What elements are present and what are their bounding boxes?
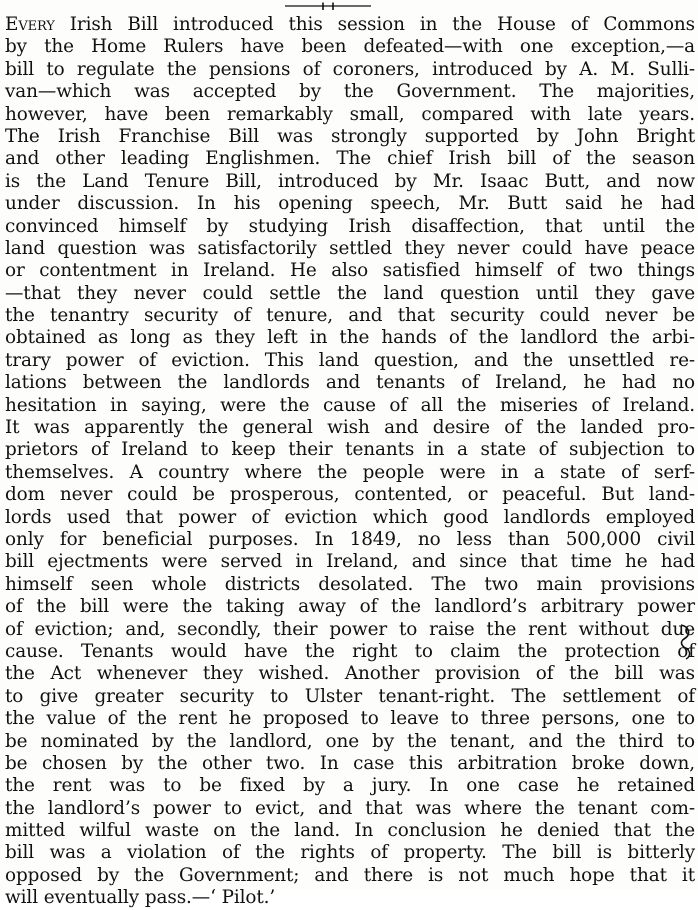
article-line: of eviction; and, secondly, their power to raise the rent without due (5, 618, 695, 640)
article-lead-word: Every (5, 14, 55, 35)
article-line: to give greater security to Ulster tenant-right. The settlement of (5, 685, 695, 707)
article-line: themselves. A country where the people were in a state of serf- (5, 461, 695, 483)
article-line-text: Irish Bill introduced this session in the House of Commons (54, 14, 695, 35)
article-line: bill to regulate the pensions of coroners, introduced by A. M. Sulli- (5, 58, 695, 80)
article-line: land question was satisfactorily settled they never could have peace (5, 237, 695, 259)
article-line: It was apparently the general wish and desire of the landed pro- (5, 417, 695, 439)
article-line: bill ejectments were served in Ireland, and since that time he had (5, 551, 695, 573)
article-line: of the bill were the taking away of the landlord’s arbitrary power (5, 596, 695, 618)
article-line (5, 14, 695, 36)
article-line: obtained as long as they left in the hands of the landlord the arbi- (5, 327, 695, 349)
article-body (5, 14, 695, 910)
article-line: —that they never could settle the land question until they gave (5, 282, 695, 304)
article-line: the tenantry security of tenure, and that security could never be (5, 305, 695, 327)
article-line: The Irish Franchise Bill was strongly supported by John Bright (5, 125, 695, 147)
article-line: or contentment in Ireland. He also satisfied himself of two things (5, 260, 695, 282)
article-line: however, have been remarkably small, compared with late years. (5, 103, 695, 125)
article-line: bill was a violation of the rights of property. The bill is bitterly (5, 842, 695, 864)
article-line: by the Home Rulers have been defeated—with one exception,—a (5, 36, 695, 58)
article-line: lords used that power of eviction which good landlords employed (5, 506, 695, 528)
article-line: the Act whenever they wished. Another provision of the bill was (5, 663, 695, 685)
article-line: is the Land Tenure Bill, introduced by Mr. Isaac Butt, and now (5, 170, 695, 192)
article-line: van—which was accepted by the Government. The majorities, (5, 81, 695, 103)
article-line: lations between the landlords and tenants of Ireland, he had no (5, 372, 695, 394)
section-separator-icon (283, 2, 373, 12)
article-line: himself seen whole districts desolated. The two main provisions (5, 573, 695, 595)
article-line: trary power of eviction. This land question, and the unsettled re- (5, 349, 695, 371)
article-line: under discussion. In his opening speech, Mr. Butt said he had (5, 193, 695, 215)
article-line: the rent was to be fixed by a jury. In one case he retained (5, 775, 695, 797)
article-line: cause. Tenants would have the right to claim the protection of (5, 640, 695, 662)
article-line: the landlord’s power to evict, and that was where the tenant com- (5, 797, 695, 819)
article-line: be nominated by the landlord, one by the tenant, and the third to (5, 730, 695, 752)
article-line: will eventually pass.—‘ Pilot.’ (5, 887, 276, 909)
article-line: opposed by the Government; and there is not much hope that it (5, 864, 695, 886)
article-line: mitted wilful waste on the land. In conclusion he denied that the (5, 820, 695, 842)
article-line: and other leading Englishmen. The chief Irish bill of the season (5, 148, 695, 170)
article-line: prietors of Ireland to keep their tenants in a state of subjection to (5, 439, 695, 461)
article-line: dom never could be prosperous, contented, or peaceful. But land- (5, 484, 695, 506)
article-line: the value of the rent he proposed to leave to three persons, one to (5, 708, 695, 730)
article-line: convinced himself by studying Irish disaffection, that until the (5, 215, 695, 237)
article-line: be chosen by the other two. In case this arbitration broke down, (5, 752, 695, 774)
margin-correction-icon (678, 621, 694, 665)
article-line: hesitation in saying, were the cause of all the miseries of Ireland. (5, 394, 695, 416)
article-line: only for beneficial purposes. In 1849, no less than 500,000 civil (5, 528, 695, 550)
